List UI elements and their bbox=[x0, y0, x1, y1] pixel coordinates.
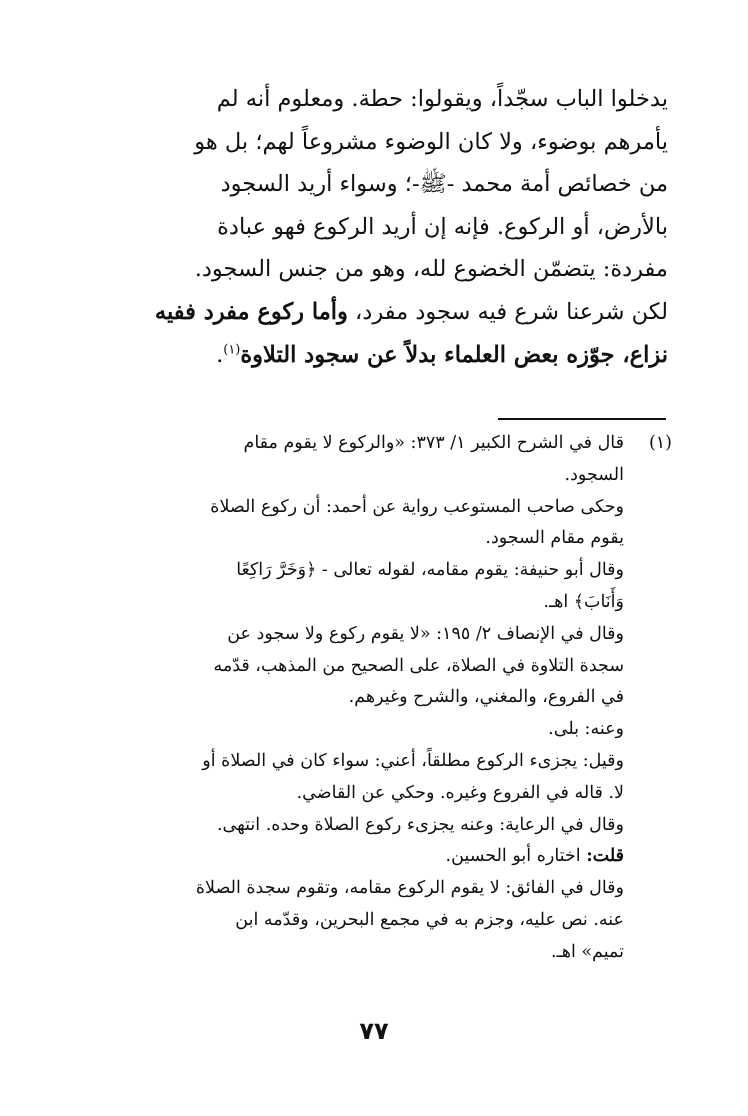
main-line: مفردة: يتضمّن الخضوع لله، وهو من جنس السجود. bbox=[194, 256, 668, 283]
footnote-item bbox=[106, 428, 672, 969]
footnote-divider bbox=[498, 418, 666, 420]
main-line bbox=[96, 291, 668, 334]
main-line: من خصائص أمة محمد -ﷺ-؛ وسواء أريد السجود bbox=[220, 171, 668, 198]
footnote-line: قال في الشرح الكبير ١/ ٣٧٣: «والركوع لا يقوم مقام bbox=[243, 433, 624, 453]
footnote-line: وَأَنَابَ﴾ اهـ. bbox=[543, 591, 624, 612]
footnote-line: يقوم مقام السجود. bbox=[485, 528, 624, 549]
main-line bbox=[96, 334, 668, 377]
footnote-line: عنه. نص عليه، وجزم به في مجمع البحرين، وقدّمه ابن bbox=[235, 909, 624, 930]
footnote-line: تميم» اهـ. bbox=[551, 941, 624, 962]
footnote-line: وعنه: بلى. bbox=[548, 719, 624, 740]
page-number: ٧٧ bbox=[359, 1017, 389, 1045]
footnote-line: وقال في الإنصاف ٢/ ١٩٥: «لا يقوم ركوع ولا سجود عن bbox=[227, 623, 624, 644]
footnote-number: (١) bbox=[648, 433, 672, 453]
footnote-line: وقيل: يجزىء الركوع مطلقاً، أعني: سواء كان في الصلاة أو bbox=[202, 750, 624, 771]
footnote-line: وقال في الرعاية: وعنه يجزىء ركوع الصلاة وحده. انتهى. bbox=[216, 814, 624, 835]
main-line: بالأرض، أو الركوع. فإنه إن أريد الركوع فهو عبادة bbox=[217, 213, 668, 240]
footnotes-block bbox=[106, 428, 672, 969]
footnote-line: لا. قاله في الفروع وغيره. وحكي عن القاضي. bbox=[296, 782, 624, 803]
footnote-line: وقال أبو حنيفة: يقوم مقامه، لقوله تعالى - ﴿وَخَرَّ رَاكِعًا bbox=[236, 560, 624, 581]
main-line-bold: نزاع، جوّزه بعض العلماء بدلاً عن سجود التلاوة bbox=[240, 341, 668, 368]
main-line-bold: وأما ركوع مفرد ففيه bbox=[154, 298, 348, 325]
main-line-regular: لكن شرعنا شرع فيه سجود مفرد، bbox=[347, 298, 668, 325]
footnote-line: وحكى صاحب المستوعب رواية عن أحمد: أن ركوع الصلاة bbox=[210, 496, 624, 517]
qult-label: قلت: bbox=[586, 846, 624, 867]
main-line-end: . bbox=[216, 341, 224, 368]
footnote-line: سجدة التلاوة في الصلاة، على الصحيح من المذهب، قدّمه bbox=[213, 655, 624, 676]
main-text-block bbox=[96, 78, 668, 376]
footnote-marker[interactable]: (١) bbox=[223, 342, 241, 358]
footnote-line bbox=[106, 841, 624, 873]
footnote-line: وقال في الفائق: لا يقوم الركوع مقامه، وتقوم سجدة الصلاة bbox=[195, 878, 624, 899]
main-line: يأمرهم بوضوء، ولا كان الوضوء مشروعاً لهم؛ بل هو bbox=[194, 128, 668, 155]
qult-text: اختاره أبو الحسين. bbox=[445, 846, 587, 867]
main-line: يدخلوا الباب سجّداً، ويقولوا: حطة. ومعلوم أنه لم bbox=[216, 86, 668, 112]
footnote-line: في الفروع، والمغني، والشرح وغيرهم. bbox=[348, 687, 624, 708]
footnote-line: السجود. bbox=[564, 464, 624, 485]
footnote-body bbox=[106, 428, 624, 969]
